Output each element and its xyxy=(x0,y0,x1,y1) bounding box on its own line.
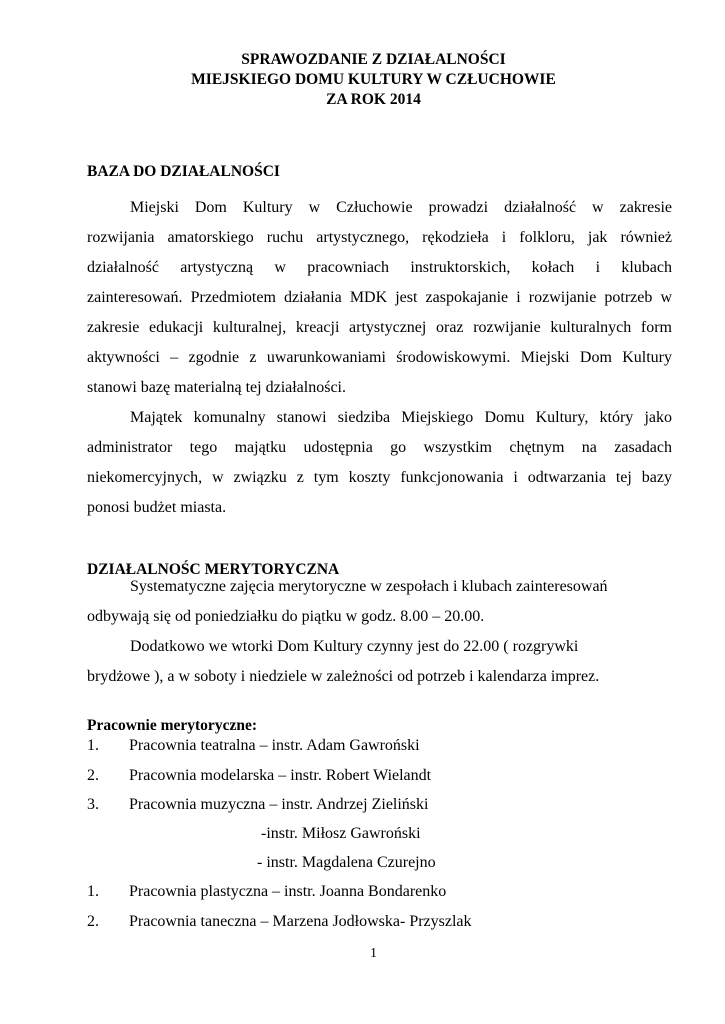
paragraph-line: Majątek komunalny stanowi siedziba Miejskiego Domu Kultury, który jako xyxy=(130,409,672,426)
list-item-number: 2. xyxy=(87,767,99,784)
document-title xyxy=(0,50,725,110)
paragraph-line: zakresie edukacji kulturalnej, kreacji artystycznej oraz rozwijanie kulturalnych form xyxy=(87,319,672,336)
list-item-text: Pracownia plastyczna – instr. Joanna Bondarenko xyxy=(129,883,447,900)
list-item-text: -instr. Miłosz Gawroński xyxy=(261,825,421,842)
title-line-2: MIEJSKIEGO DOMU KULTURY W CZŁUCHOWIE xyxy=(191,71,556,88)
paragraph-line: ponosi budżet miasta. xyxy=(87,499,227,516)
list-item-text: Pracownia teatralna – instr. Adam Gawroński xyxy=(129,737,420,754)
paragraph-line: niekomercyjnych, w związku z tym koszty funkcjonowania i odtwarzania tej bazy xyxy=(87,469,672,486)
paragraph-line: rozwijania amatorskiego ruchu artystycznego, rękodzieła i folkloru, jak również xyxy=(87,229,672,246)
paragraph-line: odbywają się od poniedziałku do piątku w godz. 8.00 – 20.00. xyxy=(87,608,485,625)
list-item-number: 2. xyxy=(87,913,99,930)
paragraph-line: zainteresowań. Przedmiotem działania MDK jest zaspokajanie i rozwijanie potrzeb w xyxy=(87,289,672,306)
paragraph-line: administrator tego majątku udostępnia go wszystkim chętnym na zasadach xyxy=(87,439,672,456)
section2-body xyxy=(87,572,672,692)
list-item-number: 3. xyxy=(87,796,99,813)
section1-body xyxy=(87,193,672,523)
paragraph-line: Systematyczne zajęcia merytoryczne w zespołach i klubach zainteresowań xyxy=(130,578,608,595)
paragraph-line: Miejski Dom Kultury w Człuchowie prowadzi działalność w zakresie xyxy=(130,199,672,216)
list-item-text: - instr. Magdalena Czurejno xyxy=(257,854,436,871)
paragraph-line: stanowi bazę materialną tej działalności. xyxy=(87,379,346,396)
page-number: 1 xyxy=(370,946,377,961)
list-item-text: Pracownia muzyczna – instr. Andrzej Zieliński xyxy=(129,796,429,813)
list-item-number: 1. xyxy=(87,737,99,754)
list-item-text: Pracownia modelarska – instr. Robert Wielandt xyxy=(129,767,432,784)
list-item-number: 1. xyxy=(87,883,99,900)
section-heading-baza: BAZA DO DZIAŁALNOŚCI xyxy=(87,163,280,180)
title-line-1: SPRAWOZDANIE Z DZIAŁALNOŚCI xyxy=(241,51,506,68)
paragraph-line: aktywności – zgodnie z uwarunkowaniami środowiskowymi. Miejski Dom Kultury xyxy=(87,349,672,366)
paragraph-line: działalność artystyczną w pracowniach instruktorskich, kołach i klubach xyxy=(87,259,672,276)
workshops-heading: Pracownie merytoryczne: xyxy=(87,717,257,734)
list-item-text: Pracownia taneczna – Marzena Jodłowska- Przyszlak xyxy=(129,913,472,930)
paragraph-line: brydżowe ), a w soboty i niedziele w zależności od potrzeb i kalendarza imprez. xyxy=(87,668,600,685)
section-heading-dzialalnosc: DZIAŁALNOŚC MERYTORYCZNA xyxy=(87,561,340,578)
title-line-3: ZA ROK 2014 xyxy=(326,91,421,108)
paragraph-line: Dodatkowo we wtorki Dom Kultury czynny jest do 22.00 ( rozgrywki xyxy=(130,638,579,655)
